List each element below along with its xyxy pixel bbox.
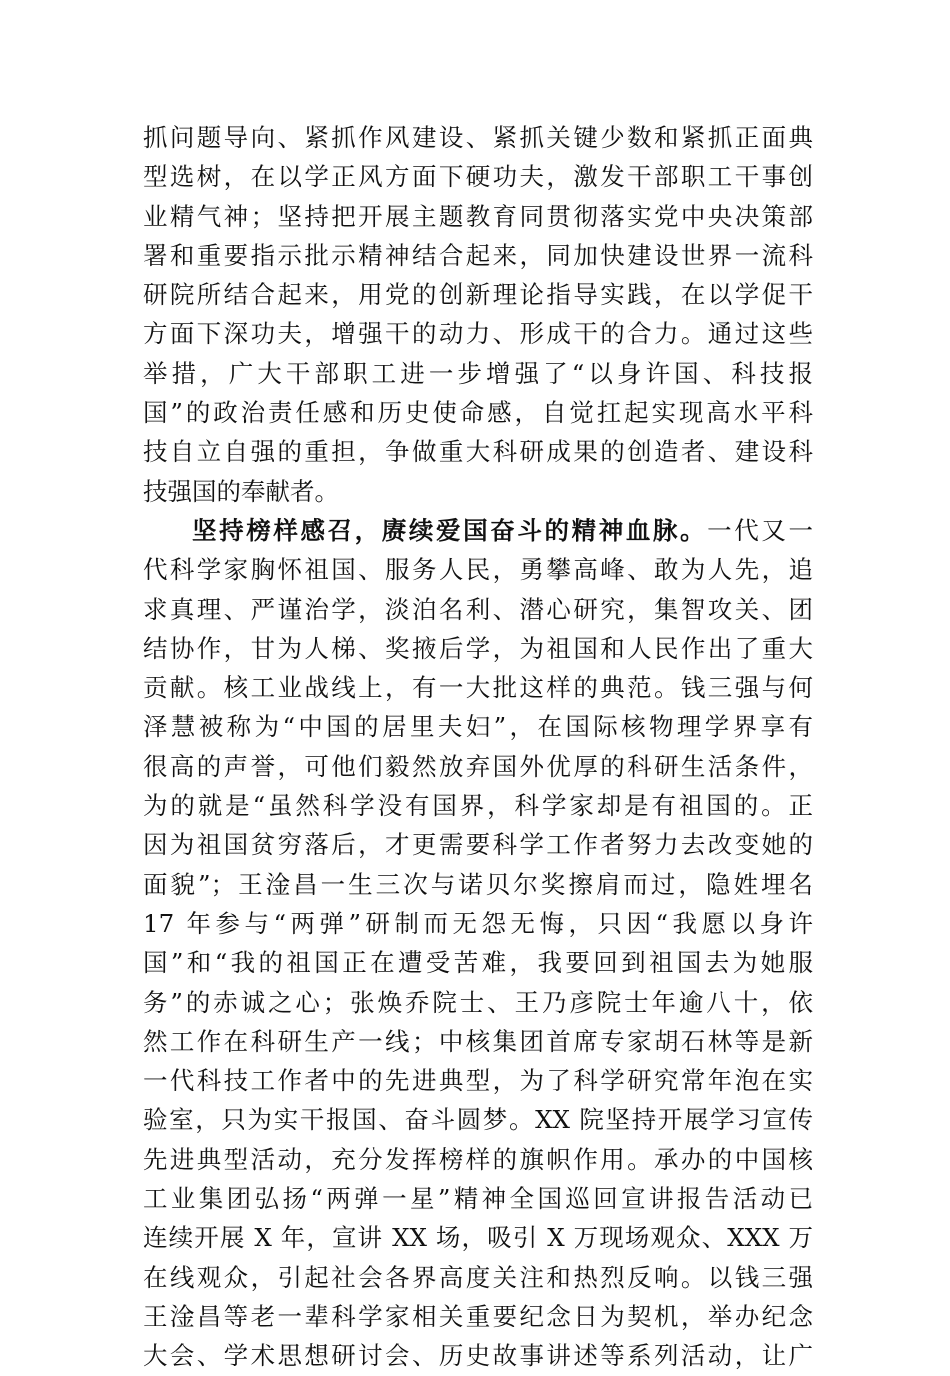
paragraph-2-first-line — [143, 511, 813, 550]
paragraph-heading: 坚持榜样感召，赓续爱国奋斗的精神血脉。 — [192, 515, 708, 545]
text-line: 技自立自强的重担，争做重大科研成果的创造者、建设科 — [143, 437, 813, 467]
text-line: 很高的声誉，可他们毅然放弃国外优厚的科研生活条件， — [143, 751, 813, 781]
text-line: 国”的政治责任感和历史使命感，自觉扛起实现高水平科 — [143, 398, 813, 428]
text-line: 求真理、严谨治学，淡泊名利、潜心研究，集智攻关、团 — [143, 594, 813, 624]
text-line: 先进典型活动，充分发挥榜样的旗帜作用。承办的中国核 — [143, 1144, 813, 1174]
text-line: 研院所结合起来，用党的创新理论指导实践，在以学促干 — [143, 280, 813, 310]
text-line: 验室，只为实干报国、奋斗圆梦。XX 院坚持开展学习宣传 — [143, 1105, 813, 1135]
text-line: 因为祖国贫穷落后，才更需要科学工作者努力去改变她的 — [143, 830, 813, 860]
text-line: 型选树，在以学正风方面下硬功夫，激发干部职工干事创 — [143, 162, 813, 192]
text-line: 一代科技工作者中的先进典型，为了科学研究常年泡在实 — [143, 1066, 813, 1096]
text-line: 连续开展 X 年，宣讲 XX 场，吸引 X 万现场观众、XXX 万 — [143, 1223, 813, 1253]
text-line: 署和重要指示批示精神结合起来，同加快建设世界一流科 — [143, 240, 813, 270]
text-line: 方面下深功夫，增强干的动力、形成干的合力。通过这些 — [143, 319, 813, 349]
text-line: 务”的赤诚之心；张焕乔院士、王乃彦院士年逾八十，依 — [143, 987, 813, 1017]
text-line: 业精气神；坚持把开展主题教育同贯彻落实党中央决策部 — [143, 201, 813, 231]
text-line: 结协作，甘为人梯、奖掖后学，为祖国和人民作出了重大 — [143, 633, 813, 663]
text-line: 面貌”；王淦昌一生三次与诺贝尔奖擦肩而过，隐姓埋名 — [143, 869, 813, 899]
text-line: 17 年参与“两弹”研制而无怨无悔，只因“我愿以身许 — [143, 908, 813, 938]
text-line: 工业集团弘扬“两弹一星”精神全国巡回宣讲报告活动已 — [143, 1184, 813, 1214]
document-body — [143, 118, 813, 1376]
text-line: 举措，广大干部职工进一步增强了“以身许国、科技报 — [143, 358, 813, 388]
text-line: 泽慧被称为“中国的居里夫妇”，在国际核物理学界享有 — [143, 712, 813, 742]
text-run: 一代又一 — [707, 515, 813, 545]
text-line: 在线观众，引起社会各界高度关注和热烈反响。以钱三强 — [143, 1262, 813, 1292]
text-line: 国”和“我的祖国正在遭受苦难，我要回到祖国去为她服 — [143, 948, 813, 978]
text-line: 大会、学术思想研讨会、历史故事讲述等系列活动，让广 — [143, 1341, 813, 1371]
paragraph-1 — [143, 118, 813, 511]
text-line: 代科学家胸怀祖国、服务人民，勇攀高峰、敢为人先，追 — [143, 555, 813, 585]
text-line: 贡献。核工业战线上，有一大批这样的典范。钱三强与何 — [143, 673, 813, 703]
text-line: 然工作在科研生产一线；中核集团首席专家胡石林等是新 — [143, 1026, 813, 1056]
text-line: 王淦昌等老一辈科学家相关重要纪念日为契机，举办纪念 — [143, 1301, 813, 1331]
paragraph-2 — [143, 511, 813, 1376]
text-line: 技强国的奉献者。 — [143, 476, 339, 506]
text-line: 为的就是“虽然科学没有国界，科学家却是有祖国的。正 — [143, 791, 813, 821]
text-line: 抓问题导向、紧抓作风建设、紧抓关键少数和紧抓正面典 — [143, 123, 813, 152]
